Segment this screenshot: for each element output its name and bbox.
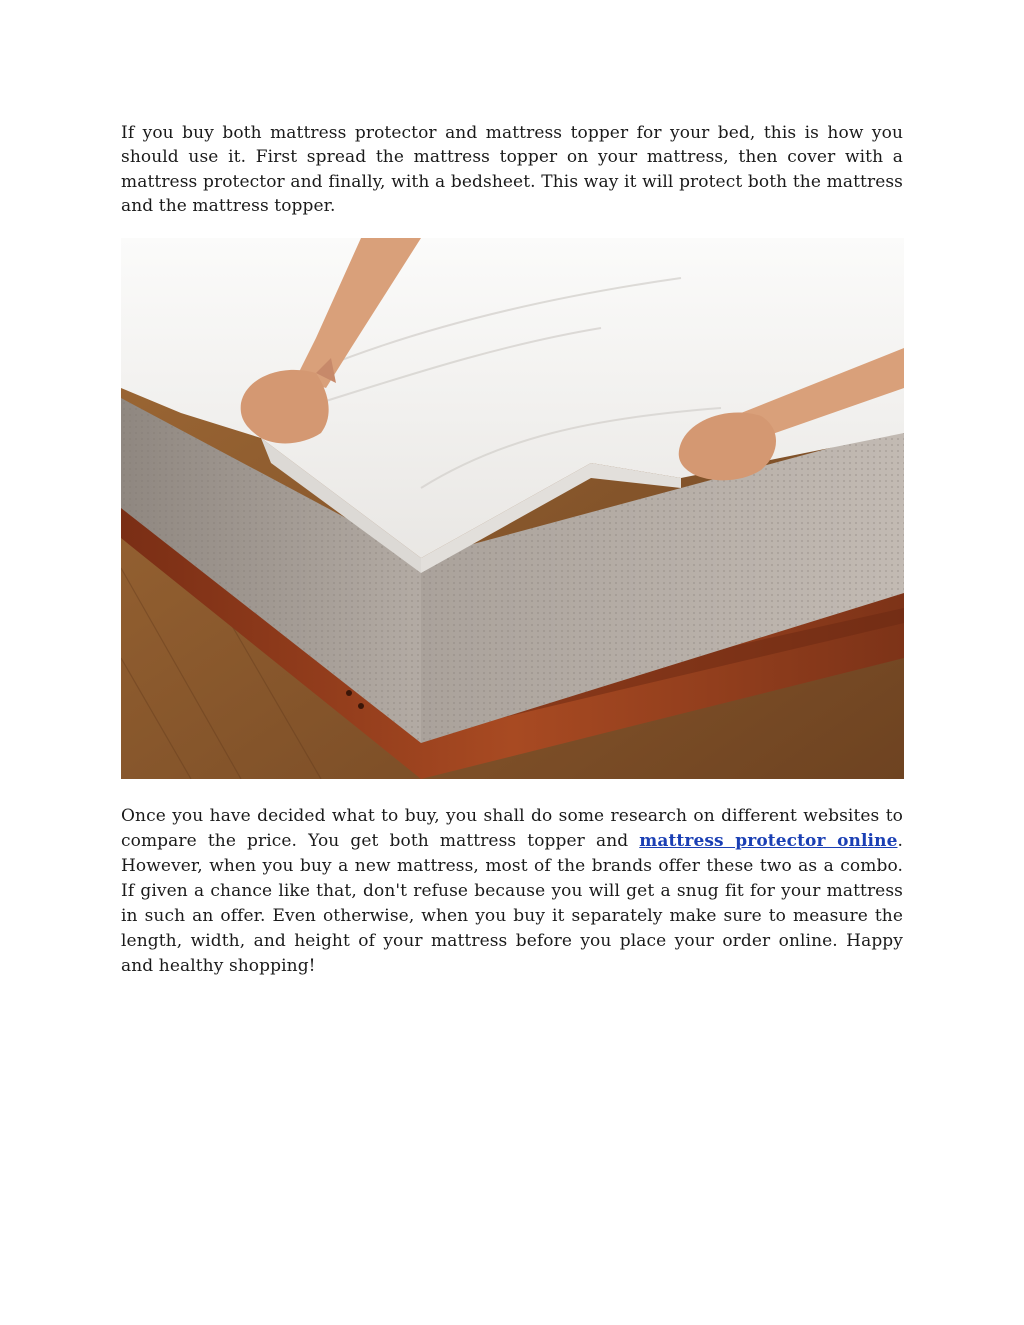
body-paragraph [121, 804, 903, 979]
body-text-after-link: . However, when you buy a new mattress, most of the brands offer these two as a combo. If given a chance like that, don't refuse because you will get a snug fit for your mattress in such an offer. Even otherwise, when you buy it separately make sure to measure the length, width, and height of your mattress before you place your order online. Happy and healthy shopping! [121, 831, 903, 976]
intro-paragraph: If you buy both mattress protector and mattress topper for your bed, this is how you should use it. First spread the mattress topper on your mattress, then cover with a mattress protector and finally, with a bedsheet. This way it will protect both the mattress and the mattress topper. [121, 123, 903, 216]
mattress-protector-link[interactable]: mattress protector online [639, 831, 898, 851]
mattress-protector-photo [121, 238, 904, 779]
body-text-before-link: Once you have decided what to buy, you shall do some research on different websites to compare the price. You get both mattress topper and [121, 806, 903, 851]
